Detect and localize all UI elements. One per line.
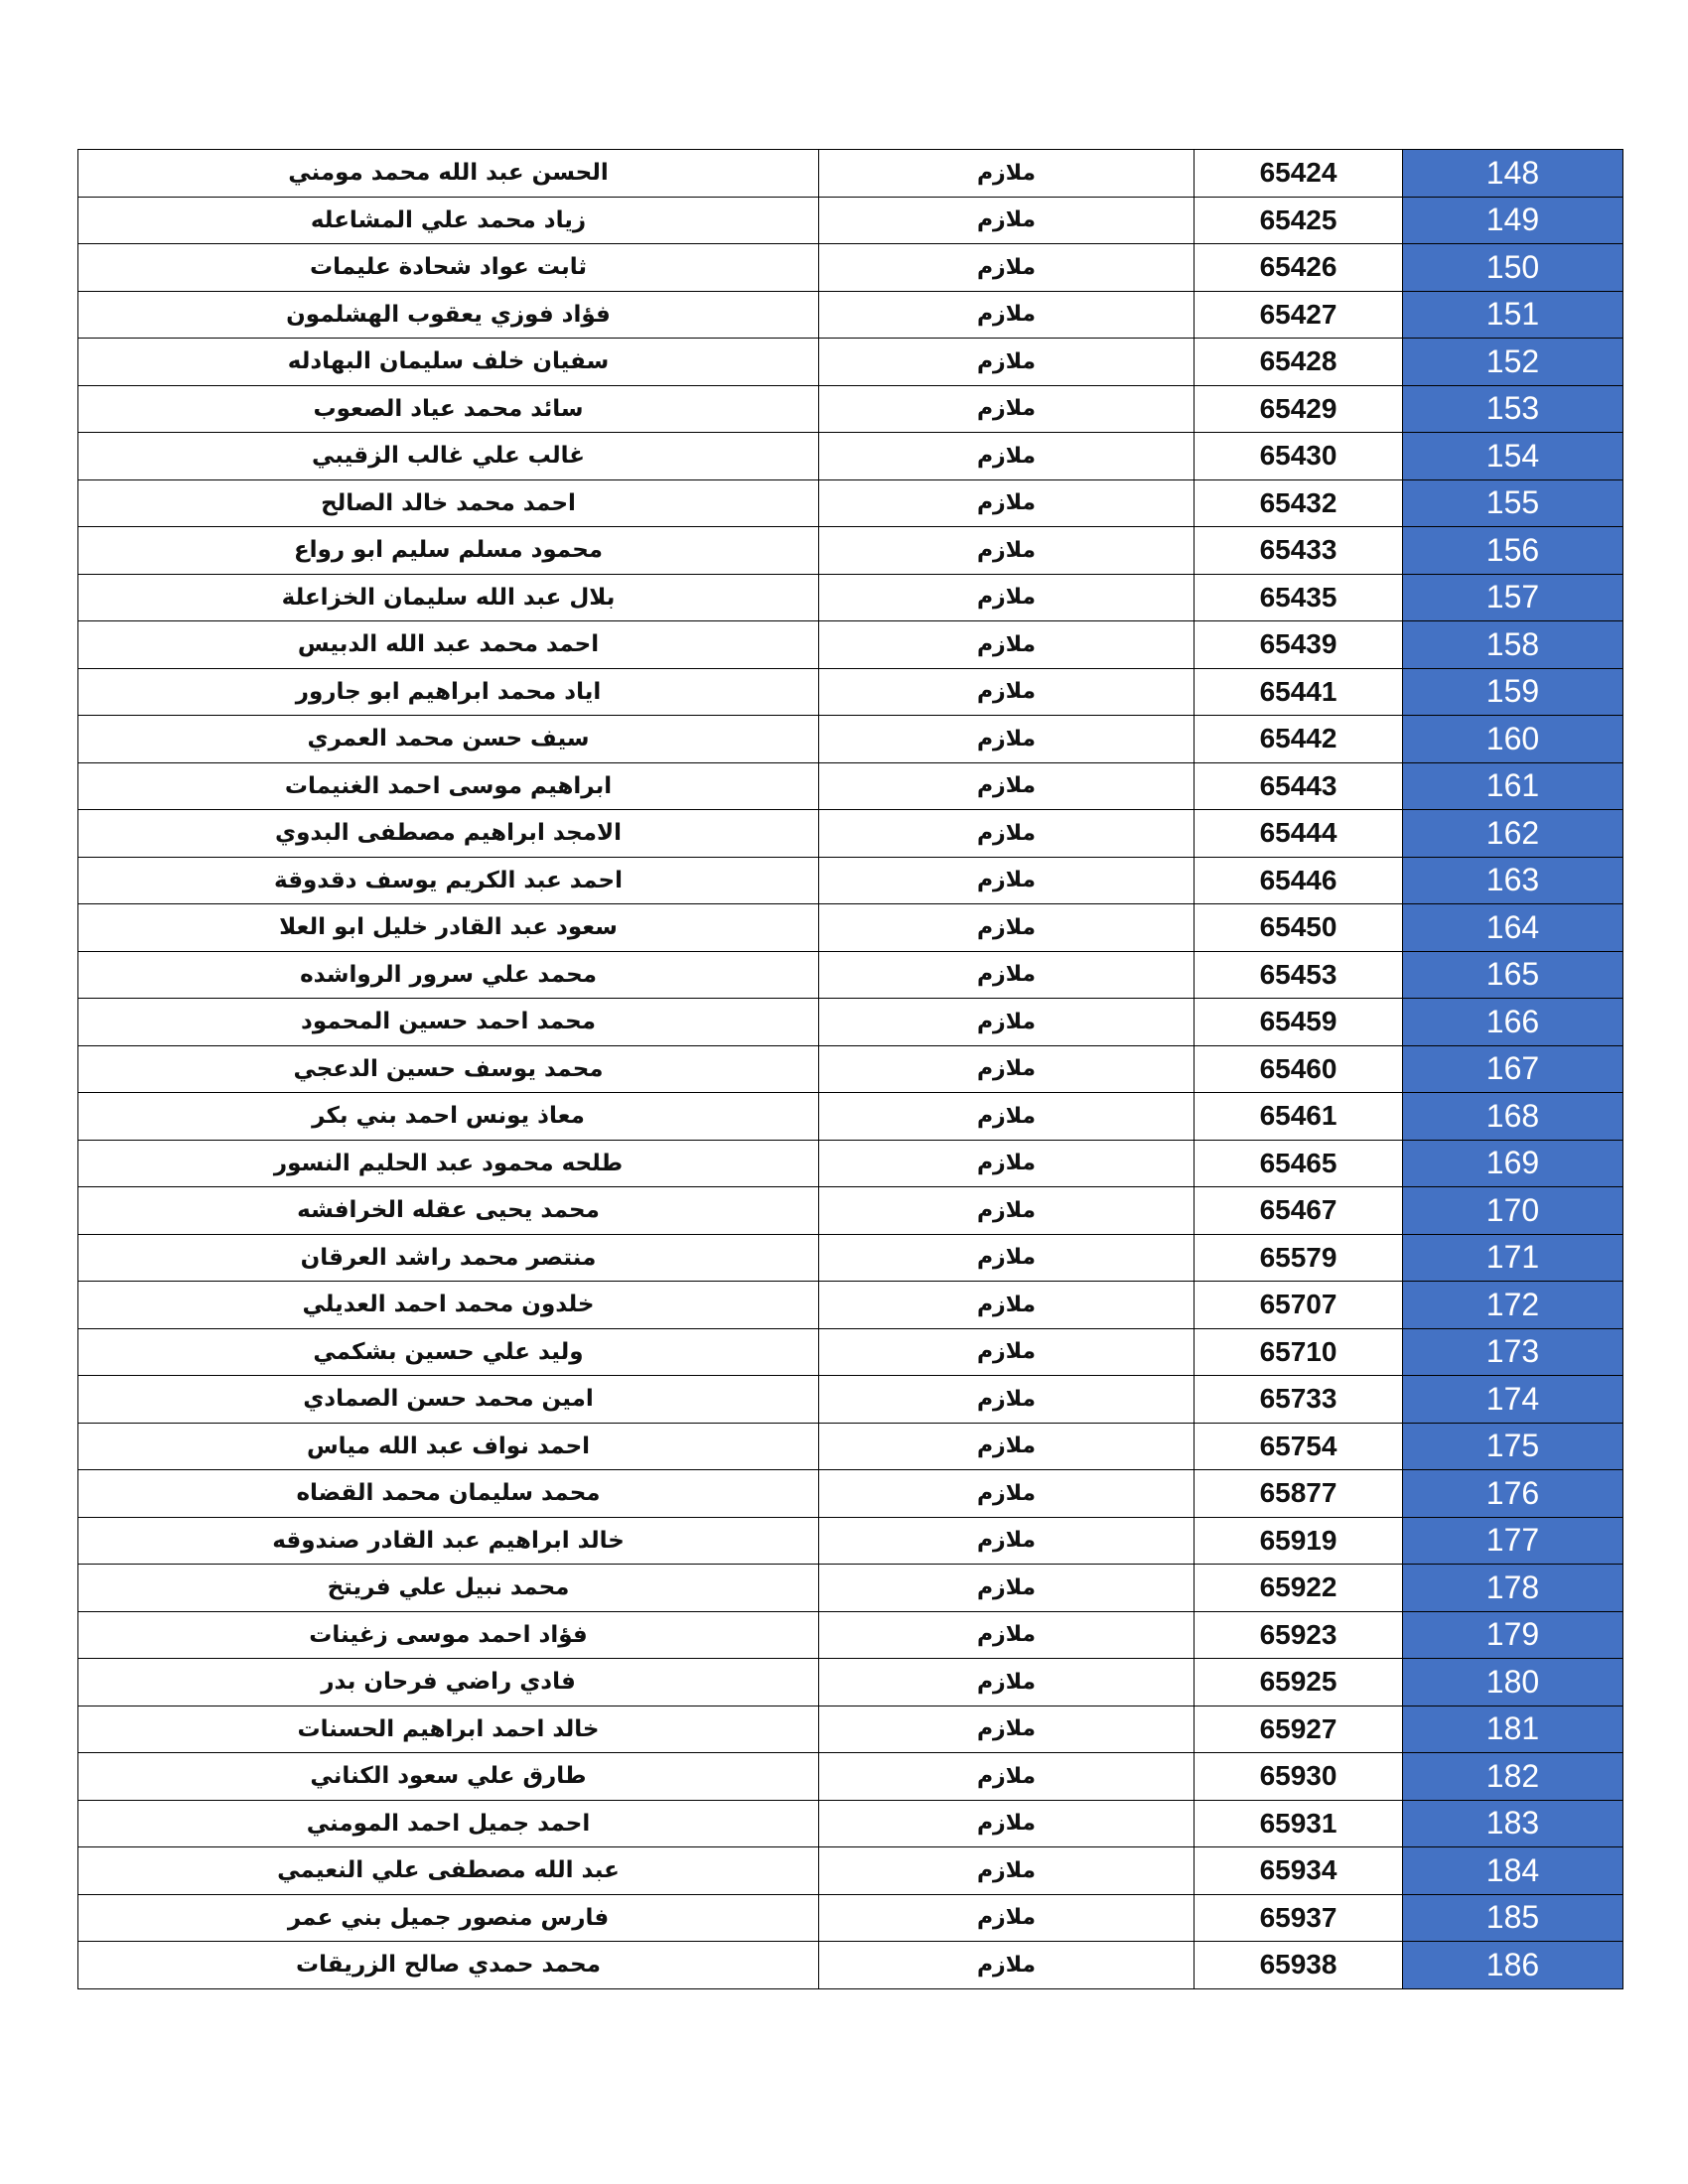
sequence-number-cell: 166 [1403, 999, 1623, 1046]
officer-name-cell: محمد علي سرور الرواشده [78, 951, 819, 999]
sequence-number-cell: 173 [1403, 1328, 1623, 1376]
rank-cell: ملازم [819, 1706, 1195, 1753]
sequence-number-cell: 159 [1403, 668, 1623, 716]
table-row [78, 1611, 1623, 1659]
table-row [78, 1376, 1623, 1424]
service-number-cell: 65938 [1195, 1942, 1403, 1989]
table-row [78, 433, 1623, 480]
officer-name-cell: محمد نبيل علي فريتخ [78, 1565, 819, 1612]
sequence-number-cell: 161 [1403, 762, 1623, 810]
sequence-number-cell: 155 [1403, 479, 1623, 527]
service-number-cell: 65925 [1195, 1659, 1403, 1706]
officer-name-cell: سيف حسن محمد العمري [78, 716, 819, 763]
rank-cell: ملازم [819, 1328, 1195, 1376]
sequence-number-cell: 179 [1403, 1611, 1623, 1659]
rank-cell: ملازم [819, 150, 1195, 198]
service-number-cell: 65459 [1195, 999, 1403, 1046]
sequence-number-cell: 177 [1403, 1517, 1623, 1565]
officer-name-cell: غالب علي غالب الزقيبي [78, 433, 819, 480]
rank-cell: ملازم [819, 197, 1195, 244]
officer-name-cell: زياد محمد علي المشاعله [78, 197, 819, 244]
table-row [78, 1045, 1623, 1093]
service-number-cell: 65443 [1195, 762, 1403, 810]
table-row [78, 527, 1623, 575]
table-row [78, 999, 1623, 1046]
officer-name-cell: سائد محمد عياد الصعوب [78, 385, 819, 433]
table-row [78, 574, 1623, 621]
sequence-number-cell: 171 [1403, 1234, 1623, 1282]
table-row [78, 1706, 1623, 1753]
roster-table [77, 149, 1623, 1989]
rank-cell: ملازم [819, 1611, 1195, 1659]
rank-cell: ملازم [819, 1093, 1195, 1141]
table-row [78, 762, 1623, 810]
rank-cell: ملازم [819, 291, 1195, 339]
officer-name-cell: محمود مسلم سليم ابو رواع [78, 527, 819, 575]
service-number-cell: 65937 [1195, 1894, 1403, 1942]
table-row [78, 904, 1623, 952]
sequence-number-cell: 154 [1403, 433, 1623, 480]
table-row [78, 1470, 1623, 1518]
rank-cell: ملازم [819, 904, 1195, 952]
rank-cell: ملازم [819, 1800, 1195, 1847]
officer-name-cell: الحسن عبد الله محمد مومني [78, 150, 819, 198]
service-number-cell: 65444 [1195, 810, 1403, 858]
service-number-cell: 65927 [1195, 1706, 1403, 1753]
rank-cell: ملازم [819, 668, 1195, 716]
sequence-number-cell: 164 [1403, 904, 1623, 952]
table-row [78, 1282, 1623, 1329]
service-number-cell: 65919 [1195, 1517, 1403, 1565]
table-row [78, 1234, 1623, 1282]
table-row [78, 951, 1623, 999]
sequence-number-cell: 150 [1403, 244, 1623, 292]
table-row [78, 1894, 1623, 1942]
table-row [78, 857, 1623, 904]
rank-cell: ملازم [819, 999, 1195, 1046]
officer-name-cell: محمد احمد حسين المحمود [78, 999, 819, 1046]
service-number-cell: 65931 [1195, 1800, 1403, 1847]
service-number-cell: 65465 [1195, 1140, 1403, 1187]
table-row [78, 291, 1623, 339]
officer-name-cell: وليد علي حسين بشكمي [78, 1328, 819, 1376]
rank-cell: ملازم [819, 433, 1195, 480]
table-row [78, 1847, 1623, 1895]
officer-name-cell: احمد جميل احمد المومني [78, 1800, 819, 1847]
service-number-cell: 65877 [1195, 1470, 1403, 1518]
rank-cell: ملازم [819, 1045, 1195, 1093]
service-number-cell: 65467 [1195, 1187, 1403, 1235]
service-number-cell: 65579 [1195, 1234, 1403, 1282]
officer-name-cell: خلدون محمد احمد العديلي [78, 1282, 819, 1329]
sequence-number-cell: 175 [1403, 1423, 1623, 1470]
service-number-cell: 65922 [1195, 1565, 1403, 1612]
table-row [78, 1565, 1623, 1612]
table-row [78, 1093, 1623, 1141]
service-number-cell: 65427 [1195, 291, 1403, 339]
officer-name-cell: طارق علي سعود الكناني [78, 1753, 819, 1801]
table-row [78, 810, 1623, 858]
officer-name-cell: بلال عبد الله سليمان الخزاعلة [78, 574, 819, 621]
sequence-number-cell: 157 [1403, 574, 1623, 621]
rank-cell: ملازم [819, 716, 1195, 763]
service-number-cell: 65923 [1195, 1611, 1403, 1659]
sequence-number-cell: 184 [1403, 1847, 1623, 1895]
service-number-cell: 65446 [1195, 857, 1403, 904]
rank-cell: ملازم [819, 1517, 1195, 1565]
rank-cell: ملازم [819, 1565, 1195, 1612]
table-row [78, 668, 1623, 716]
officer-name-cell: محمد سليمان محمد القضاه [78, 1470, 819, 1518]
service-number-cell: 65428 [1195, 339, 1403, 386]
service-number-cell: 65433 [1195, 527, 1403, 575]
officer-name-cell: سفيان خلف سليمان البهادله [78, 339, 819, 386]
table-row [78, 1423, 1623, 1470]
officer-name-cell: عبد الله مصطفى علي النعيمي [78, 1847, 819, 1895]
sequence-number-cell: 162 [1403, 810, 1623, 858]
rank-cell: ملازم [819, 1376, 1195, 1424]
table-row [78, 385, 1623, 433]
service-number-cell: 65430 [1195, 433, 1403, 480]
sequence-number-cell: 152 [1403, 339, 1623, 386]
rank-cell: ملازم [819, 1894, 1195, 1942]
rank-cell: ملازم [819, 1942, 1195, 1989]
officer-name-cell: طلحه محمود عبد الحليم النسور [78, 1140, 819, 1187]
sequence-number-cell: 168 [1403, 1093, 1623, 1141]
service-number-cell: 65442 [1195, 716, 1403, 763]
officer-name-cell: احمد محمد عبد الله الدبيس [78, 621, 819, 669]
officer-name-cell: محمد يوسف حسين الدعجي [78, 1045, 819, 1093]
service-number-cell: 65733 [1195, 1376, 1403, 1424]
rank-cell: ملازم [819, 951, 1195, 999]
officer-name-cell: فارس منصور جميل بني عمر [78, 1894, 819, 1942]
sequence-number-cell: 181 [1403, 1706, 1623, 1753]
officer-name-cell: امين محمد حسن الصمادي [78, 1376, 819, 1424]
table-row [78, 479, 1623, 527]
service-number-cell: 65710 [1195, 1328, 1403, 1376]
officer-name-cell: الامجد ابراهيم مصطفى البدوي [78, 810, 819, 858]
service-number-cell: 65707 [1195, 1282, 1403, 1329]
roster-table-container [77, 149, 1622, 1989]
sequence-number-cell: 167 [1403, 1045, 1623, 1093]
table-row [78, 1517, 1623, 1565]
officer-name-cell: خالد احمد ابراهيم الحسنات [78, 1706, 819, 1753]
table-row [78, 197, 1623, 244]
rank-cell: ملازم [819, 479, 1195, 527]
sequence-number-cell: 185 [1403, 1894, 1623, 1942]
table-row [78, 1942, 1623, 1989]
service-number-cell: 65754 [1195, 1423, 1403, 1470]
table-row [78, 1140, 1623, 1187]
rank-cell: ملازم [819, 1140, 1195, 1187]
officer-name-cell: ابراهيم موسى احمد الغنيمات [78, 762, 819, 810]
officer-name-cell: احمد عبد الكريم يوسف دقدوقة [78, 857, 819, 904]
table-row [78, 1753, 1623, 1801]
rank-cell: ملازم [819, 621, 1195, 669]
sequence-number-cell: 170 [1403, 1187, 1623, 1235]
service-number-cell: 65450 [1195, 904, 1403, 952]
sequence-number-cell: 178 [1403, 1565, 1623, 1612]
table-row [78, 1659, 1623, 1706]
service-number-cell: 65439 [1195, 621, 1403, 669]
service-number-cell: 65426 [1195, 244, 1403, 292]
service-number-cell: 65461 [1195, 1093, 1403, 1141]
service-number-cell: 65425 [1195, 197, 1403, 244]
sequence-number-cell: 160 [1403, 716, 1623, 763]
officer-name-cell: منتصر محمد راشد العرقان [78, 1234, 819, 1282]
rank-cell: ملازم [819, 1282, 1195, 1329]
rank-cell: ملازم [819, 574, 1195, 621]
officer-name-cell: معاذ يونس احمد بني بكر [78, 1093, 819, 1141]
officer-name-cell: احمد نواف عبد الله مياس [78, 1423, 819, 1470]
table-row [78, 244, 1623, 292]
sequence-number-cell: 163 [1403, 857, 1623, 904]
officer-name-cell: فؤاد فوزي يعقوب الهشلمون [78, 291, 819, 339]
table-row [78, 621, 1623, 669]
sequence-number-cell: 186 [1403, 1942, 1623, 1989]
service-number-cell: 65429 [1195, 385, 1403, 433]
rank-cell: ملازم [819, 1470, 1195, 1518]
table-row [78, 1328, 1623, 1376]
sequence-number-cell: 172 [1403, 1282, 1623, 1329]
rank-cell: ملازم [819, 1234, 1195, 1282]
rank-cell: ملازم [819, 1847, 1195, 1895]
sequence-number-cell: 153 [1403, 385, 1623, 433]
sequence-number-cell: 182 [1403, 1753, 1623, 1801]
service-number-cell: 65424 [1195, 150, 1403, 198]
rank-cell: ملازم [819, 385, 1195, 433]
rank-cell: ملازم [819, 1423, 1195, 1470]
sequence-number-cell: 183 [1403, 1800, 1623, 1847]
sequence-number-cell: 148 [1403, 150, 1623, 198]
rank-cell: ملازم [819, 1187, 1195, 1235]
officer-name-cell: ثابت عواد شحادة عليمات [78, 244, 819, 292]
service-number-cell: 65930 [1195, 1753, 1403, 1801]
roster-table-body [78, 150, 1623, 1989]
officer-name-cell: خالد ابراهيم عبد القادر صندوقه [78, 1517, 819, 1565]
sequence-number-cell: 180 [1403, 1659, 1623, 1706]
service-number-cell: 65441 [1195, 668, 1403, 716]
rank-cell: ملازم [819, 527, 1195, 575]
officer-name-cell: فادي راضي فرحان بدر [78, 1659, 819, 1706]
sequence-number-cell: 176 [1403, 1470, 1623, 1518]
rank-cell: ملازم [819, 1753, 1195, 1801]
service-number-cell: 65934 [1195, 1847, 1403, 1895]
service-number-cell: 65435 [1195, 574, 1403, 621]
rank-cell: ملازم [819, 339, 1195, 386]
table-row [78, 339, 1623, 386]
rank-cell: ملازم [819, 810, 1195, 858]
service-number-cell: 65460 [1195, 1045, 1403, 1093]
service-number-cell: 65432 [1195, 479, 1403, 527]
sequence-number-cell: 149 [1403, 197, 1623, 244]
rank-cell: ملازم [819, 762, 1195, 810]
sequence-number-cell: 165 [1403, 951, 1623, 999]
sequence-number-cell: 156 [1403, 527, 1623, 575]
sequence-number-cell: 158 [1403, 621, 1623, 669]
officer-name-cell: سعود عبد القادر خليل ابو العلا [78, 904, 819, 952]
rank-cell: ملازم [819, 1659, 1195, 1706]
service-number-cell: 65453 [1195, 951, 1403, 999]
officer-name-cell: اياد محمد ابراهيم ابو جارور [78, 668, 819, 716]
table-row [78, 150, 1623, 198]
officer-name-cell: احمد محمد خالد الصالح [78, 479, 819, 527]
table-row [78, 716, 1623, 763]
rank-cell: ملازم [819, 857, 1195, 904]
sequence-number-cell: 169 [1403, 1140, 1623, 1187]
rank-cell: ملازم [819, 244, 1195, 292]
sequence-number-cell: 151 [1403, 291, 1623, 339]
table-row [78, 1800, 1623, 1847]
officer-name-cell: محمد يحيى عقله الخرافشه [78, 1187, 819, 1235]
table-row [78, 1187, 1623, 1235]
officer-name-cell: محمد حمدي صالح الزريقات [78, 1942, 819, 1989]
officer-name-cell: فؤاد احمد موسى زغينات [78, 1611, 819, 1659]
sequence-number-cell: 174 [1403, 1376, 1623, 1424]
